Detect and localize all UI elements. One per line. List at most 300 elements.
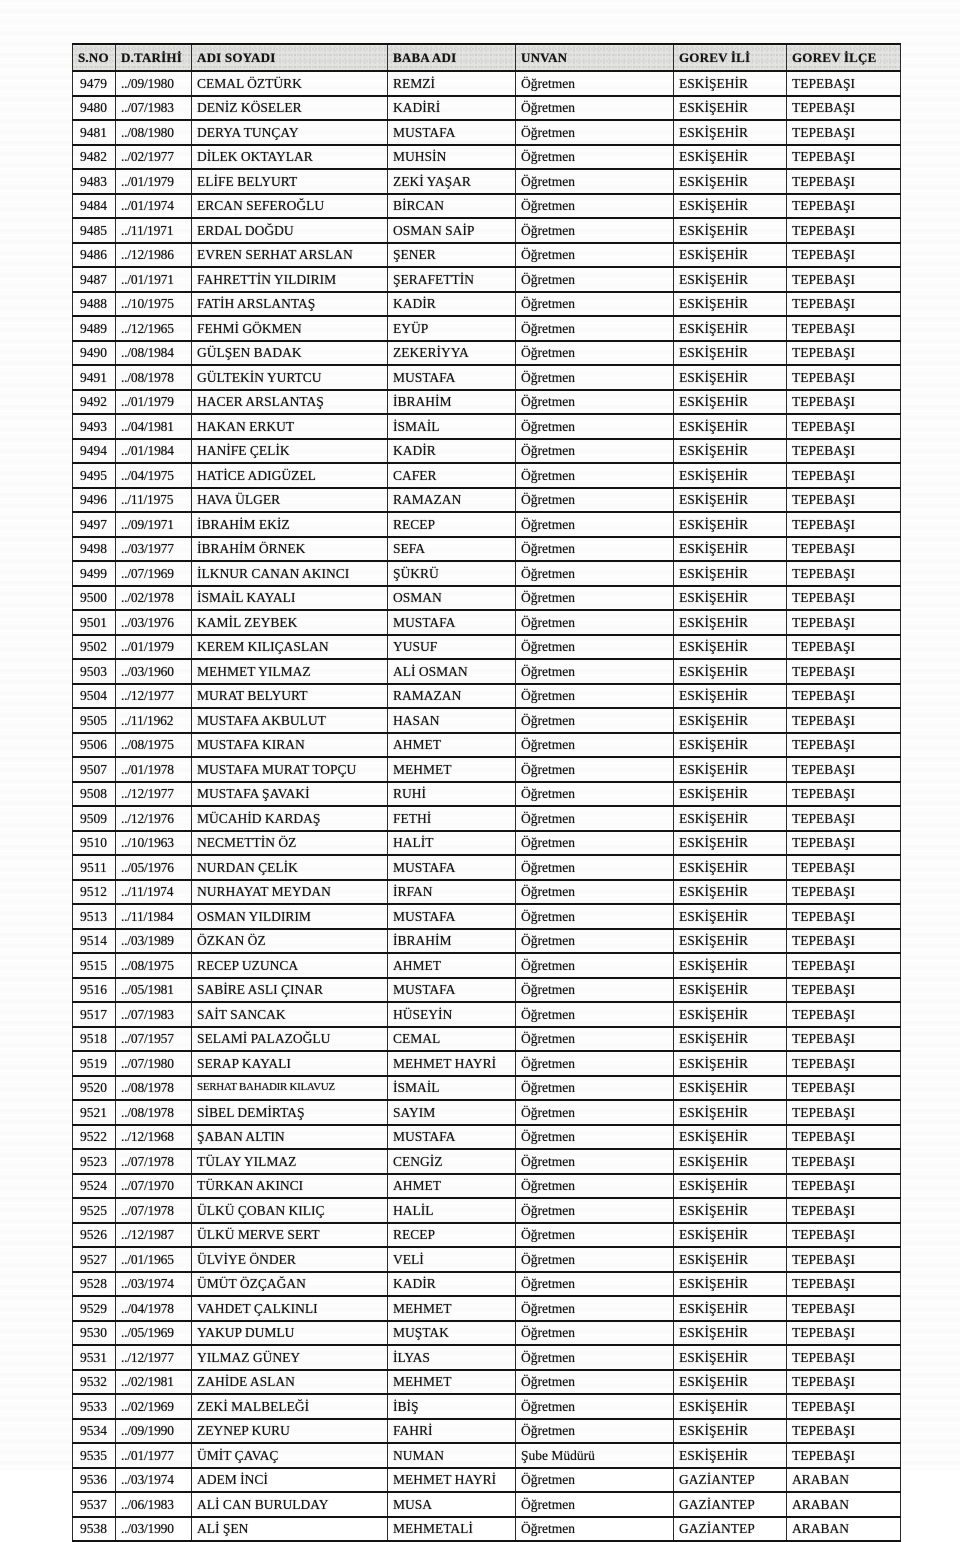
table-cell: ERDAL DOĞDU — [192, 218, 388, 243]
table-cell: GAZİANTEP — [674, 1468, 787, 1493]
table-cell: TEPEBAŞI — [787, 341, 901, 366]
table-cell: TEPEBAŞI — [787, 414, 901, 439]
table-cell: FEHMİ GÖKMEN — [192, 316, 388, 341]
table-cell: ../07/1983 — [116, 96, 192, 121]
table-cell: CENGİZ — [388, 1149, 516, 1174]
table-cell: Öğretmen — [516, 1100, 674, 1125]
table-row — [73, 292, 901, 317]
table-cell: ../08/1975 — [116, 733, 192, 758]
table-cell: HAVA ÜLGER — [192, 488, 388, 513]
table-cell: ESKİŞEHİR — [674, 1443, 787, 1468]
table-cell: ESKİŞEHİR — [674, 855, 787, 880]
table-cell: MEHMET HAYRİ — [388, 1468, 516, 1493]
table-cell: ESKİŞEHİR — [674, 1149, 787, 1174]
table-cell: İSMAİL KAYALI — [192, 586, 388, 611]
table-cell: 9500 — [73, 586, 116, 611]
table-cell: TEPEBAŞI — [787, 757, 901, 782]
table-cell: ESKİŞEHİR — [674, 120, 787, 145]
table-cell: Öğretmen — [516, 1149, 674, 1174]
table-cell: FAHRETTİN YILDIRIM — [192, 267, 388, 292]
table-cell: TEPEBAŞI — [787, 169, 901, 194]
table-cell: ../05/1976 — [116, 855, 192, 880]
table-cell: TÜLAY YILMAZ — [192, 1149, 388, 1174]
table-cell: ESKİŞEHİR — [674, 904, 787, 929]
table-cell: ARABAN — [787, 1468, 901, 1493]
table-cell: Öğretmen — [516, 96, 674, 121]
table-cell: 9509 — [73, 806, 116, 831]
table-cell: Öğretmen — [516, 1419, 674, 1444]
table-cell: KEREM KILIÇASLAN — [192, 635, 388, 660]
table-cell: Öğretmen — [516, 1492, 674, 1517]
table-cell: TEPEBAŞI — [787, 1321, 901, 1346]
table-cell: ESKİŞEHİR — [674, 1296, 787, 1321]
table-cell: 9480 — [73, 96, 116, 121]
table-cell: ../05/1969 — [116, 1321, 192, 1346]
table-cell: ERCAN SEFEROĞLU — [192, 194, 388, 219]
table-row — [73, 953, 901, 978]
table-cell: MEHMET HAYRİ — [388, 1051, 516, 1076]
table-cell: 9523 — [73, 1149, 116, 1174]
table-cell: SERHAT BAHADIR KILAVUZ — [192, 1076, 388, 1101]
table-cell: Öğretmen — [516, 218, 674, 243]
table-cell: ESKİŞEHİR — [674, 1321, 787, 1346]
table-cell: SELAMİ PALAZOĞLU — [192, 1027, 388, 1052]
table-cell: HASAN — [388, 708, 516, 733]
table-cell: ESKİŞEHİR — [674, 733, 787, 758]
table-cell: TEPEBAŞI — [787, 96, 901, 121]
table-cell: TEPEBAŞI — [787, 488, 901, 513]
table-row — [73, 194, 901, 219]
column-header: BABA ADI — [388, 44, 516, 71]
table-cell: ZEKERİYYA — [388, 341, 516, 366]
table-cell: ESKİŞEHİR — [674, 561, 787, 586]
table-cell: GAZİANTEP — [674, 1492, 787, 1517]
table-row — [73, 1492, 901, 1517]
table-cell: 9508 — [73, 782, 116, 807]
table-cell: 9522 — [73, 1125, 116, 1150]
table-cell: ../08/1978 — [116, 1076, 192, 1101]
table-cell: ../10/1975 — [116, 292, 192, 317]
table-cell: ZAHİDE ASLAN — [192, 1370, 388, 1395]
table-cell: ESKİŞEHİR — [674, 880, 787, 905]
table-row — [73, 316, 901, 341]
table-cell: Öğretmen — [516, 1076, 674, 1101]
table-cell: 9505 — [73, 708, 116, 733]
table-cell: ESKİŞEHİR — [674, 1002, 787, 1027]
table-cell: MUSTAFA — [388, 904, 516, 929]
table-row — [73, 414, 901, 439]
table-cell: 9486 — [73, 243, 116, 268]
table-row — [73, 341, 901, 366]
table-cell: ALİ OSMAN — [388, 659, 516, 684]
table-cell: Öğretmen — [516, 341, 674, 366]
table-cell: ŞERAFETTİN — [388, 267, 516, 292]
table-cell: TEPEBAŞI — [787, 929, 901, 954]
table-cell: 9526 — [73, 1223, 116, 1248]
table-row — [73, 978, 901, 1003]
table-cell: ESKİŞEHİR — [674, 1345, 787, 1370]
table-cell: Öğretmen — [516, 978, 674, 1003]
table-cell: ESKİŞEHİR — [674, 757, 787, 782]
table-cell: ESKİŞEHİR — [674, 684, 787, 709]
table-cell: CEMAL — [388, 1027, 516, 1052]
table-cell: ../01/1978 — [116, 757, 192, 782]
table-cell: Öğretmen — [516, 1247, 674, 1272]
table-cell: Öğretmen — [516, 929, 674, 954]
table-cell: ESKİŞEHİR — [674, 365, 787, 390]
table-cell: TEPEBAŞI — [787, 806, 901, 831]
table-cell: TEPEBAŞI — [787, 880, 901, 905]
table-cell: TEPEBAŞI — [787, 1100, 901, 1125]
table-cell: ../02/1977 — [116, 145, 192, 170]
table-cell: ESKİŞEHİR — [674, 929, 787, 954]
table-cell: ESKİŞEHİR — [674, 635, 787, 660]
table-cell: HAKAN ERKUT — [192, 414, 388, 439]
table-cell: ../12/1977 — [116, 782, 192, 807]
table-cell: ZEYNEP KURU — [192, 1419, 388, 1444]
table-cell: DENİZ KÖSELER — [192, 96, 388, 121]
table-cell: 9497 — [73, 512, 116, 537]
table-cell: MUSTAFA — [388, 120, 516, 145]
table-cell: İBRAHİM EKİZ — [192, 512, 388, 537]
table-row — [73, 1051, 901, 1076]
table-row — [73, 880, 901, 905]
table-cell: TEPEBAŞI — [787, 120, 901, 145]
table-cell: 9538 — [73, 1517, 116, 1542]
table-cell: ../07/1983 — [116, 1002, 192, 1027]
table-cell: 9536 — [73, 1468, 116, 1493]
table-cell: HALİL — [388, 1198, 516, 1223]
table-row — [73, 512, 901, 537]
table-cell: ESKİŞEHİR — [674, 1076, 787, 1101]
table-cell: OSMAN — [388, 586, 516, 611]
table-cell: 9531 — [73, 1345, 116, 1370]
table-cell: TEPEBAŞI — [787, 292, 901, 317]
table-cell: ../12/1976 — [116, 806, 192, 831]
column-header: S.NO — [73, 44, 116, 71]
table-cell: 9534 — [73, 1419, 116, 1444]
table-cell: TEPEBAŞI — [787, 1223, 901, 1248]
table-cell: Öğretmen — [516, 120, 674, 145]
table-cell: HANİFE ÇELİK — [192, 439, 388, 464]
table-cell: BİRCAN — [388, 194, 516, 219]
table-cell: ../12/1986 — [116, 243, 192, 268]
table-cell: TEPEBAŞI — [787, 1076, 901, 1101]
table-cell: 9504 — [73, 684, 116, 709]
table-row — [73, 218, 901, 243]
table-cell: ESKİŞEHİR — [674, 1051, 787, 1076]
table-cell: İSMAİL — [388, 1076, 516, 1101]
table-cell: SAYIM — [388, 1100, 516, 1125]
table-cell: TEPEBAŞI — [787, 1247, 901, 1272]
table-cell: Öğretmen — [516, 169, 674, 194]
table-cell: ../11/1971 — [116, 218, 192, 243]
table-cell: Öğretmen — [516, 831, 674, 856]
table-cell: 9490 — [73, 341, 116, 366]
table-cell: İBRAHİM — [388, 929, 516, 954]
table-row — [73, 684, 901, 709]
table-cell: 9535 — [73, 1443, 116, 1468]
table-cell: ADEM İNCİ — [192, 1468, 388, 1493]
table-cell: 9491 — [73, 365, 116, 390]
table-cell: 9494 — [73, 439, 116, 464]
table-cell: Öğretmen — [516, 267, 674, 292]
table-cell: 9496 — [73, 488, 116, 513]
table-cell: TEPEBAŞI — [787, 1419, 901, 1444]
table-cell: ESKİŞEHİR — [674, 1027, 787, 1052]
table-cell: ESKİŞEHİR — [674, 1125, 787, 1150]
table-cell: ../03/1977 — [116, 537, 192, 562]
table-cell: TEPEBAŞI — [787, 71, 901, 96]
table-cell: SAİT SANCAK — [192, 1002, 388, 1027]
table-cell: 9517 — [73, 1002, 116, 1027]
table-cell: MUSTAFA — [388, 1125, 516, 1150]
table-cell: ../03/1974 — [116, 1468, 192, 1493]
table-cell: ESKİŞEHİR — [674, 267, 787, 292]
table-cell: HALİT — [388, 831, 516, 856]
table-row — [73, 1027, 901, 1052]
table-cell: ŞABAN ALTIN — [192, 1125, 388, 1150]
table-cell: DİLEK OKTAYLAR — [192, 145, 388, 170]
table-cell: ../03/1990 — [116, 1517, 192, 1542]
table-cell: AHMET — [388, 953, 516, 978]
table-cell: 9537 — [73, 1492, 116, 1517]
table-cell: 9507 — [73, 757, 116, 782]
table-cell: ../01/1979 — [116, 390, 192, 415]
table-cell: Öğretmen — [516, 684, 674, 709]
table-cell: ESKİŞEHİR — [674, 782, 787, 807]
table-cell: ../04/1975 — [116, 463, 192, 488]
table-cell: VELİ — [388, 1247, 516, 1272]
table-cell: ../09/1990 — [116, 1419, 192, 1444]
table-cell: ../02/1978 — [116, 586, 192, 611]
table-cell: 9512 — [73, 880, 116, 905]
table-cell: Öğretmen — [516, 1027, 674, 1052]
table-cell: MUSTAFA — [388, 365, 516, 390]
table-cell: FETHİ — [388, 806, 516, 831]
table-cell: Öğretmen — [516, 1051, 674, 1076]
table-cell: 9524 — [73, 1174, 116, 1199]
table-header — [73, 44, 901, 71]
table-cell: Öğretmen — [516, 757, 674, 782]
table-cell: ESKİŞEHİR — [674, 1272, 787, 1297]
table-row — [73, 537, 901, 562]
table-row — [73, 365, 901, 390]
table-row — [73, 243, 901, 268]
table-cell: Öğretmen — [516, 708, 674, 733]
table-cell: Öğretmen — [516, 1198, 674, 1223]
table-cell: NURHAYAT MEYDAN — [192, 880, 388, 905]
table-cell: MEHMET — [388, 1296, 516, 1321]
table-cell: TEPEBAŞI — [787, 953, 901, 978]
table-cell: AHMET — [388, 1174, 516, 1199]
table-cell: ../01/1979 — [116, 635, 192, 660]
table-cell: ÜLVİYE ÖNDER — [192, 1247, 388, 1272]
table-row — [73, 1198, 901, 1223]
table-cell: TEPEBAŞI — [787, 243, 901, 268]
table-cell: NECMETTİN ÖZ — [192, 831, 388, 856]
table-cell: ../08/1975 — [116, 953, 192, 978]
table-cell: TEPEBAŞI — [787, 1051, 901, 1076]
table-cell: ../03/1974 — [116, 1272, 192, 1297]
table-cell: 9528 — [73, 1272, 116, 1297]
table-cell: TEPEBAŞI — [787, 316, 901, 341]
table-cell: TEPEBAŞI — [787, 855, 901, 880]
table-cell: ../12/1977 — [116, 1345, 192, 1370]
table-cell: Öğretmen — [516, 610, 674, 635]
table-cell: Öğretmen — [516, 659, 674, 684]
table-row — [73, 267, 901, 292]
table-cell: RECEP — [388, 1223, 516, 1248]
table-cell: TEPEBAŞI — [787, 463, 901, 488]
table-row — [73, 733, 901, 758]
table-cell: ESKİŞEHİR — [674, 341, 787, 366]
table-cell: Öğretmen — [516, 806, 674, 831]
table-cell: TEPEBAŞI — [787, 635, 901, 660]
table-cell: ESKİŞEHİR — [674, 194, 787, 219]
table-cell: ../08/1980 — [116, 120, 192, 145]
table-row — [73, 1345, 901, 1370]
table-cell: ../01/1974 — [116, 194, 192, 219]
table-row — [73, 659, 901, 684]
table-cell: CAFER — [388, 463, 516, 488]
table-cell: ALİ ŞEN — [192, 1517, 388, 1542]
table-cell: ESKİŞEHİR — [674, 292, 787, 317]
table-row — [73, 390, 901, 415]
table-cell: 9510 — [73, 831, 116, 856]
table-cell: Şube Müdürü — [516, 1443, 674, 1468]
table-cell: ../09/1971 — [116, 512, 192, 537]
table-cell: Öğretmen — [516, 1002, 674, 1027]
table-cell: MUSTAFA — [388, 978, 516, 1003]
table-cell: TEPEBAŞI — [787, 586, 901, 611]
table-cell: ÜLKÜ MERVE SERT — [192, 1223, 388, 1248]
table-cell: GÜLTEKİN YURTCU — [192, 365, 388, 390]
table-cell: 9499 — [73, 561, 116, 586]
table-cell: Öğretmen — [516, 855, 674, 880]
table-cell: RAMAZAN — [388, 488, 516, 513]
table-row — [73, 1125, 901, 1150]
table-cell: MUSTAFA AKBULUT — [192, 708, 388, 733]
table-cell: MUSA — [388, 1492, 516, 1517]
table-row — [73, 635, 901, 660]
table-cell: TEPEBAŞI — [787, 782, 901, 807]
table-cell: OSMAN SAİP — [388, 218, 516, 243]
table-cell: HATİCE ADIGÜZEL — [192, 463, 388, 488]
table-cell: DERYA TUNÇAY — [192, 120, 388, 145]
table-row — [73, 831, 901, 856]
table-cell: 9484 — [73, 194, 116, 219]
table-cell: SEFA — [388, 537, 516, 562]
table-row — [73, 1149, 901, 1174]
table-cell: ../03/1960 — [116, 659, 192, 684]
table-cell: TEPEBAŞI — [787, 1149, 901, 1174]
table-cell: ../02/1981 — [116, 1370, 192, 1395]
table-cell: ../07/1970 — [116, 1174, 192, 1199]
table-cell: ESKİŞEHİR — [674, 953, 787, 978]
table-cell: 9487 — [73, 267, 116, 292]
table-cell: ../08/1978 — [116, 365, 192, 390]
table-cell: İBİŞ — [388, 1394, 516, 1419]
table-cell: 9518 — [73, 1027, 116, 1052]
table-cell: ESKİŞEHİR — [674, 390, 787, 415]
table-cell: ESKİŞEHİR — [674, 1247, 787, 1272]
table-cell: Öğretmen — [516, 1394, 674, 1419]
table-cell: ESKİŞEHİR — [674, 488, 787, 513]
table-cell: YUSUF — [388, 635, 516, 660]
table-cell: 9511 — [73, 855, 116, 880]
table-cell: TÜRKAN AKINCI — [192, 1174, 388, 1199]
table-cell: ESKİŞEHİR — [674, 243, 787, 268]
table-cell: RAMAZAN — [388, 684, 516, 709]
table-cell: ../08/1978 — [116, 1100, 192, 1125]
table-cell: MEHMET — [388, 757, 516, 782]
table-cell: 9482 — [73, 145, 116, 170]
table-cell: ŞÜKRÜ — [388, 561, 516, 586]
table-row — [73, 169, 901, 194]
table-cell: ../01/1984 — [116, 439, 192, 464]
table-cell: MUSTAFA — [388, 610, 516, 635]
table-cell: ALİ CAN BURULDAY — [192, 1492, 388, 1517]
table-row — [73, 488, 901, 513]
table-cell: NUMAN — [388, 1443, 516, 1468]
column-header: GOREV İLİ — [674, 44, 787, 71]
table-row — [73, 1247, 901, 1272]
table-cell: MUSTAFA MURAT TOPÇU — [192, 757, 388, 782]
table-row — [73, 708, 901, 733]
table-cell: ../02/1969 — [116, 1394, 192, 1419]
table-row — [73, 145, 901, 170]
table-cell: 9503 — [73, 659, 116, 684]
table-row — [73, 1394, 901, 1419]
table-cell: Öğretmen — [516, 904, 674, 929]
table-cell: TEPEBAŞI — [787, 831, 901, 856]
table-cell: ÜMÜT ÖZÇAĞAN — [192, 1272, 388, 1297]
table-cell: 9495 — [73, 463, 116, 488]
table-row — [73, 782, 901, 807]
table-cell: TEPEBAŞI — [787, 708, 901, 733]
table-cell: ESKİŞEHİR — [674, 1370, 787, 1395]
table-cell: TEPEBAŞI — [787, 684, 901, 709]
table-cell: ESKİŞEHİR — [674, 1198, 787, 1223]
table-cell: YILMAZ GÜNEY — [192, 1345, 388, 1370]
table-cell: TEPEBAŞI — [787, 1370, 901, 1395]
table-cell: TEPEBAŞI — [787, 1125, 901, 1150]
table-cell: Öğretmen — [516, 439, 674, 464]
table-cell: ELİFE BELYURT — [192, 169, 388, 194]
table-cell: TEPEBAŞI — [787, 537, 901, 562]
table-cell: ../10/1963 — [116, 831, 192, 856]
table-row — [73, 561, 901, 586]
table-cell: ../04/1981 — [116, 414, 192, 439]
table-row — [73, 1370, 901, 1395]
table-cell: Öğretmen — [516, 561, 674, 586]
table-cell: TEPEBAŞI — [787, 512, 901, 537]
table-cell: ../07/1980 — [116, 1051, 192, 1076]
table-cell: ESKİŞEHİR — [674, 586, 787, 611]
table-row — [73, 1419, 901, 1444]
table-cell: TEPEBAŞI — [787, 610, 901, 635]
table-cell: ../01/1977 — [116, 1443, 192, 1468]
table-cell: ESKİŞEHİR — [674, 610, 787, 635]
table-cell: Öğretmen — [516, 733, 674, 758]
table-cell: AHMET — [388, 733, 516, 758]
table-cell: Öğretmen — [516, 414, 674, 439]
table-cell: Öğretmen — [516, 586, 674, 611]
table-cell: Öğretmen — [516, 243, 674, 268]
table-cell: HACER ARSLANTAŞ — [192, 390, 388, 415]
table-cell: ../12/1977 — [116, 684, 192, 709]
